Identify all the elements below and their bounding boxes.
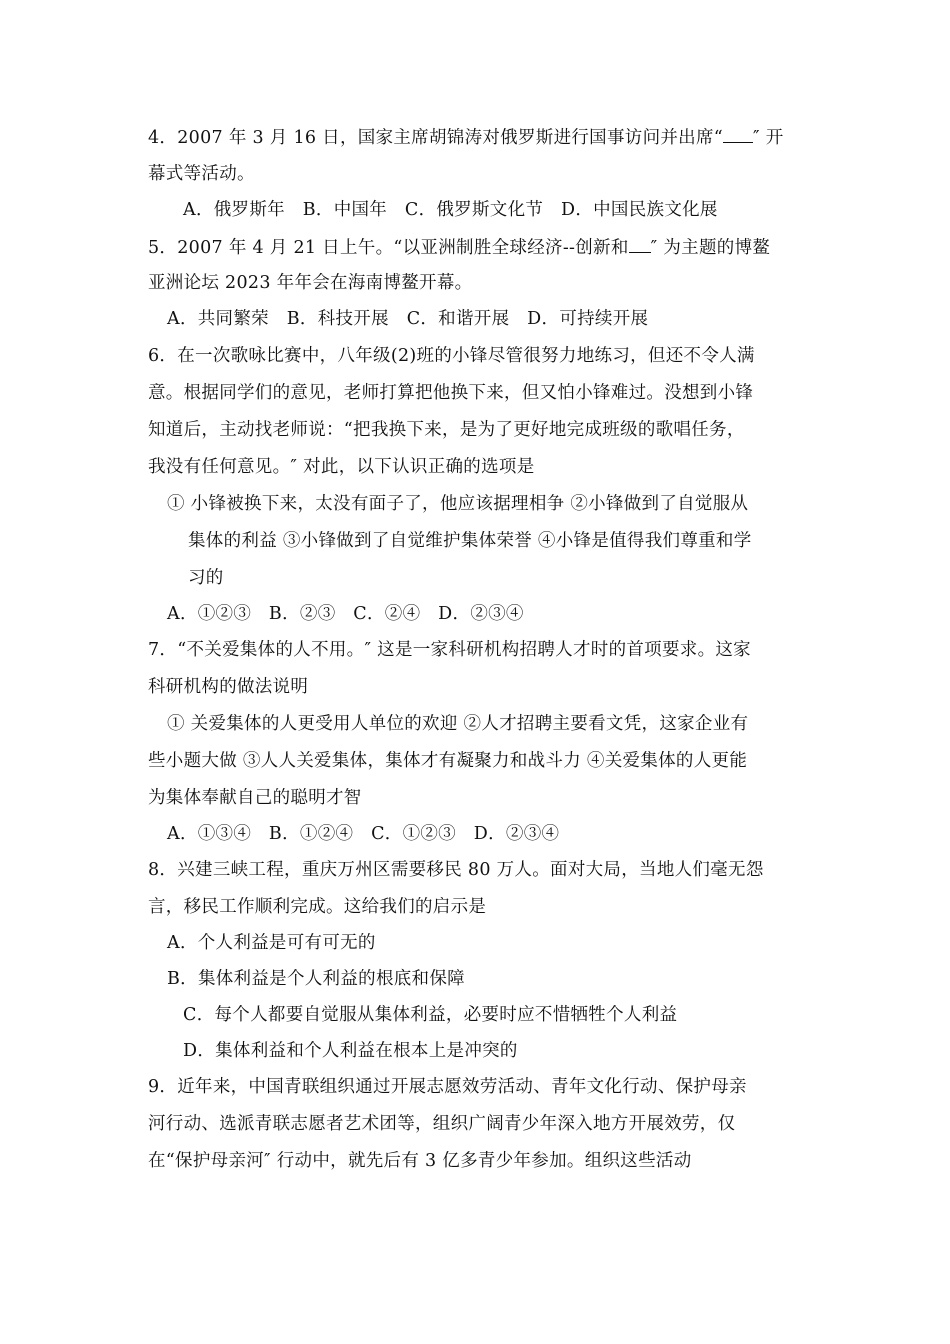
question-4-line-1 bbox=[148, 126, 784, 150]
question-4-options: A．俄罗斯年 B．中国年 C．俄罗斯文化节 D．中国民族文化展 bbox=[183, 200, 718, 220]
question-7-line-2: 科研机构的做法说明 bbox=[148, 677, 309, 697]
question-9-line-1: 9．近年来，中国青联组织通过开展志愿效劳活动、青年文化行动、保护母亲 bbox=[148, 1077, 747, 1097]
question-6-line-4: 我没有任何意见。″ 对此，以下认识正确的选项是 bbox=[148, 457, 535, 477]
question-8-option-d: D．集体利益和个人利益在根本上是冲突的 bbox=[183, 1041, 518, 1061]
question-7-statement-2: 些小题大做 ③人人关爱集体，集体才有凝聚力和战斗力 ④关爱集体的人更能 bbox=[148, 751, 748, 771]
question-7-options: A．①③④ B．①②④ C．①②③ D．②③④ bbox=[167, 824, 560, 844]
question-6-line-2: 意。根据同学们的意见，老师打算把他换下来，但又怕小锋难过。没想到小锋 bbox=[148, 383, 754, 403]
question-4-text-b: ″ 开 bbox=[753, 128, 784, 148]
question-5-text-a: 5．2007 年 4 月 21 日上午。“以亚洲制胜全球经济--创新和 bbox=[148, 238, 629, 258]
question-8-option-a: A．个人利益是可有可无的 bbox=[167, 933, 376, 953]
question-5-text-b: ″ 为主题的博鳌 bbox=[650, 238, 771, 258]
question-5-line-2: 亚洲论坛 2023 年年会在海南博鳌开幕。 bbox=[148, 273, 473, 293]
question-5-line-1 bbox=[148, 236, 770, 260]
question-7-statement-3: 为集体奉献自己的聪明才智 bbox=[148, 788, 362, 808]
question-6-line-1: 6．在一次歌咏比赛中，八年级(2)班的小锋尽管很努力地练习，但还不令人满 bbox=[148, 346, 755, 366]
question-9-line-3: 在“保护母亲河″ 行动中，就先后有 3 亿多青少年参加。组织这些活动 bbox=[148, 1151, 692, 1171]
question-8-option-b: B．集体利益是个人利益的根底和保障 bbox=[167, 969, 465, 989]
question-8-option-c: C．每个人都要自觉服从集体利益，必要时应不惜牺牲个人利益 bbox=[183, 1005, 678, 1025]
question-8-line-2: 言，移民工作顺利完成。这给我们的启示是 bbox=[148, 897, 487, 917]
question-7-line-1: 7．“不关爱集体的人不用。″ 这是一家科研机构招聘人才时的首项要求。这家 bbox=[148, 640, 751, 660]
question-6-options: A．①②③ B．②③ C．②④ D．②③④ bbox=[167, 604, 524, 624]
question-6-statement-3: 习的 bbox=[188, 568, 224, 588]
question-6-statement-2: 集体的利益 ③小锋做到了自觉维护集体荣誉 ④小锋是值得我们尊重和学 bbox=[188, 531, 752, 551]
question-5-options: A．共同繁荣 B．科技开展 C．和谐开展 D．可持续开展 bbox=[167, 309, 649, 329]
answer-blank bbox=[723, 128, 753, 143]
question-9-line-2: 河行动、选派青联志愿者艺术团等，组织广阔青少年深入地方开展效劳，仅 bbox=[148, 1114, 736, 1134]
question-6-statement-1: ① 小锋被换下来，太没有面子了，他应该据理相争 ②小锋做到了自觉服从 bbox=[167, 494, 749, 514]
answer-blank bbox=[629, 238, 651, 253]
question-4-line-2: 幕式等活动。 bbox=[148, 164, 255, 184]
question-8-line-1: 8．兴建三峡工程，重庆万州区需要移民 80 万人。面对大局，当地人们毫无怨 bbox=[148, 860, 764, 880]
question-4-text-a: 4．2007 年 3 月 16 日，国家主席胡锦涛对俄罗斯进行国事访问并出席“ bbox=[148, 128, 724, 148]
question-6-line-3: 知道后，主动找老师说：“把我换下来，是为了更好地完成班级的歌唱任务， bbox=[148, 420, 745, 440]
question-7-statement-1: ① 关爱集体的人更受用人单位的欢迎 ②人才招聘主要看文凭，这家企业有 bbox=[167, 714, 749, 734]
